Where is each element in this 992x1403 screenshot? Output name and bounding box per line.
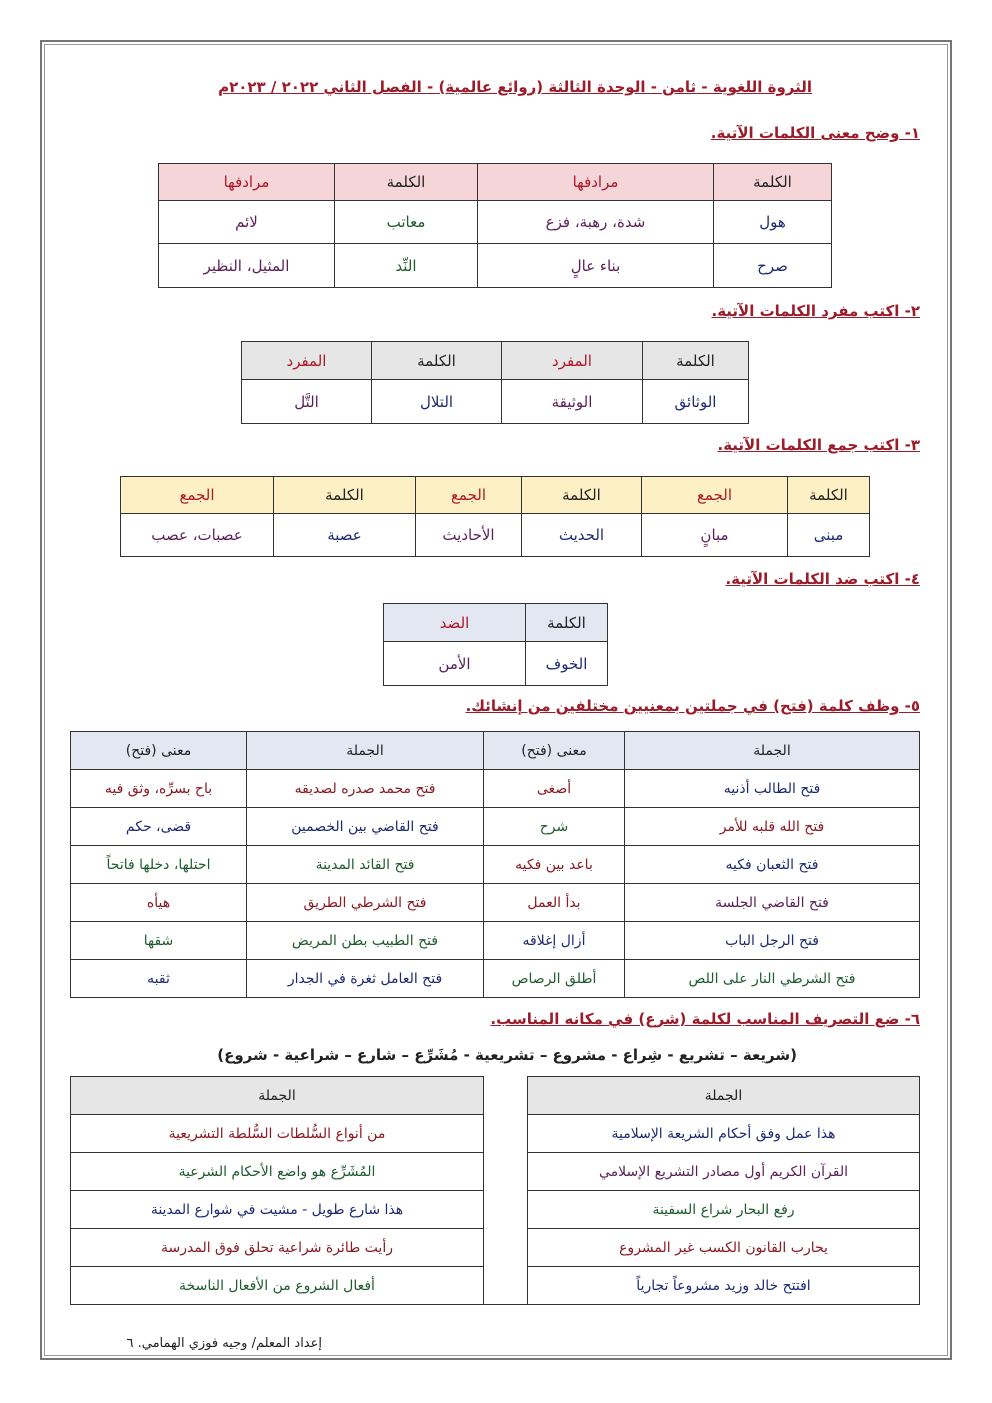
table-cell: فتح الرجل الباب: [625, 922, 920, 960]
table-cell: النِّد: [335, 244, 478, 288]
table-cell: فتح محمد صدره لصديقه: [247, 770, 484, 808]
table-gap: [484, 1115, 528, 1153]
table-cell: فتح العامل ثغرة في الجدار: [247, 960, 484, 998]
table-cell: عصبة: [274, 514, 416, 557]
table-cell: شرح: [484, 808, 625, 846]
table-cell: شدة، رهبة، فزع: [478, 201, 714, 244]
table-cell: فتح القاضي الجلسة: [625, 884, 920, 922]
section2-heading: ٢- اكتب مفرد الكلمات الآتية.: [711, 302, 920, 320]
header-antonym: الضد: [384, 604, 526, 642]
header-plural: الجمع: [416, 477, 522, 514]
section6-heading: ٦- ضع التصريف المناسب لكلمة (شرع) في مكانه المناسب.: [490, 1010, 920, 1028]
table-cell: فتح الله قلبه للأمر: [625, 808, 920, 846]
table-cell: الأمن: [384, 642, 526, 686]
table-cell: مبنى: [788, 514, 870, 557]
table-cell: مبانٍ: [642, 514, 788, 557]
word-bank: (شريعة – تشريع - شِراع - مشروع – تشريعية - مُشَرِّع – شارع – شراعية - شروع): [217, 1046, 797, 1064]
table-cell: بناء عالٍ: [478, 244, 714, 288]
header-word: الكلمة: [643, 342, 749, 380]
antonym-table: [383, 603, 608, 686]
header-meaning: معنى (فتح): [71, 732, 247, 770]
table-cell: شقها: [71, 922, 247, 960]
table-cell: الوثيقة: [502, 380, 643, 424]
table-cell: هذا عمل وفق أحكام الشريعة الإسلامية: [528, 1115, 920, 1153]
header-word: الكلمة: [526, 604, 608, 642]
plural-table: [120, 476, 870, 557]
table-cell: معاتب: [335, 201, 478, 244]
footer-author: إعداد المعلم/ وجيه فوزي الهمامي. ٦: [126, 1336, 322, 1351]
fatah-table: [70, 731, 920, 998]
header-sentence: الجملة: [247, 732, 484, 770]
table-gap: [484, 1267, 528, 1305]
table-cell: المُشَرِّع هو واضع الأحكام الشرعية: [71, 1153, 484, 1191]
table-cell: افتتح خالد وزيد مشروعاً تجارياً: [528, 1267, 920, 1305]
header-plural: الجمع: [121, 477, 274, 514]
table-cell: أطلق الرصاص: [484, 960, 625, 998]
table-cell: قضى، حكم: [71, 808, 247, 846]
shara-table: [70, 1076, 920, 1305]
table-cell: رفع البحار شراع السفينة: [528, 1191, 920, 1229]
singular-table: [241, 341, 749, 424]
table-cell: فتح القاضي بين الخصمين: [247, 808, 484, 846]
table-cell: عصبات، عصب: [121, 514, 274, 557]
section5-heading: ٥- وظف كلمة (فتح) في جملتين بمعنيين مختلفين من إنشائك.: [465, 697, 920, 715]
header-word: الكلمة: [714, 164, 832, 201]
table-cell: فتح الطالب أذنيه: [625, 770, 920, 808]
header-sentence: الجملة: [625, 732, 920, 770]
table-cell: لائم: [159, 201, 335, 244]
table-cell: ثقبه: [71, 960, 247, 998]
table-cell: التلال: [372, 380, 502, 424]
table-cell: بدأ العمل: [484, 884, 625, 922]
table-cell: احتلها، دخلها فاتحاً: [71, 846, 247, 884]
header-singular: المفرد: [502, 342, 643, 380]
table-gap: [484, 1077, 528, 1115]
table-cell: الخوف: [526, 642, 608, 686]
table-cell: هيأه: [71, 884, 247, 922]
table-cell: فتح الطبيب بطن المريض: [247, 922, 484, 960]
table-gap: [484, 1229, 528, 1267]
header-sentence: الجملة: [528, 1077, 920, 1115]
header-word: الكلمة: [372, 342, 502, 380]
table-cell: باعد بين فكيه: [484, 846, 625, 884]
header-word: الكلمة: [335, 164, 478, 201]
table-cell: فتح القائد المدينة: [247, 846, 484, 884]
table-cell: فتح الشرطي الطريق: [247, 884, 484, 922]
header-singular: المفرد: [242, 342, 372, 380]
table-gap: [484, 1191, 528, 1229]
header-word: الكلمة: [788, 477, 870, 514]
synonyms-table: [158, 163, 832, 288]
table-cell: باح بسرِّه، وثق فيه: [71, 770, 247, 808]
table-cell: فتح الثعبان فكيه: [625, 846, 920, 884]
header-synonym: مرادفها: [159, 164, 335, 201]
table-cell: هذا شارع طويل - مشيت في شوارع المدينة: [71, 1191, 484, 1229]
table-cell: رأيت طائرة شراعية تحلق فوق المدرسة: [71, 1229, 484, 1267]
section1-heading: ١- وضح معنى الكلمات الآتية.: [710, 124, 920, 142]
header-synonym: مرادفها: [478, 164, 714, 201]
table-cell: الوثائق: [643, 380, 749, 424]
table-cell: يحارب القانون الكسب غير المشروع: [528, 1229, 920, 1267]
table-cell: المثيل، النظير: [159, 244, 335, 288]
table-cell: الحديث: [522, 514, 642, 557]
section3-heading: ٣- اكتب جمع الكلمات الآتية.: [717, 436, 920, 454]
table-cell: فتح الشرطي النار على اللص: [625, 960, 920, 998]
header-sentence: الجملة: [71, 1077, 484, 1115]
worksheet-title: الثروة اللغوية - ثامن - الوحدة الثالثة (روائع عالمية) - الفصل الثاني ٢٠٢٢ / ٢٠٢٣م: [218, 78, 812, 96]
table-cell: القرآن الكريم أول مصادر التشريع الإسلامي: [528, 1153, 920, 1191]
section4-heading: ٤- اكتب ضد الكلمات الآتية.: [725, 570, 920, 588]
header-plural: الجمع: [642, 477, 788, 514]
table-cell: من أنواع السُّلطات السُّلطة التشريعية: [71, 1115, 484, 1153]
table-cell: التَّل: [242, 380, 372, 424]
header-word: الكلمة: [522, 477, 642, 514]
table-cell: الأحاديث: [416, 514, 522, 557]
table-cell: أفعال الشروع من الأفعال الناسخة: [71, 1267, 484, 1305]
table-cell: صرح: [714, 244, 832, 288]
table-cell: هول: [714, 201, 832, 244]
table-cell: أصغى: [484, 770, 625, 808]
header-meaning: معنى (فتح): [484, 732, 625, 770]
table-gap: [484, 1153, 528, 1191]
header-word: الكلمة: [274, 477, 416, 514]
table-cell: أزال إغلاقه: [484, 922, 625, 960]
